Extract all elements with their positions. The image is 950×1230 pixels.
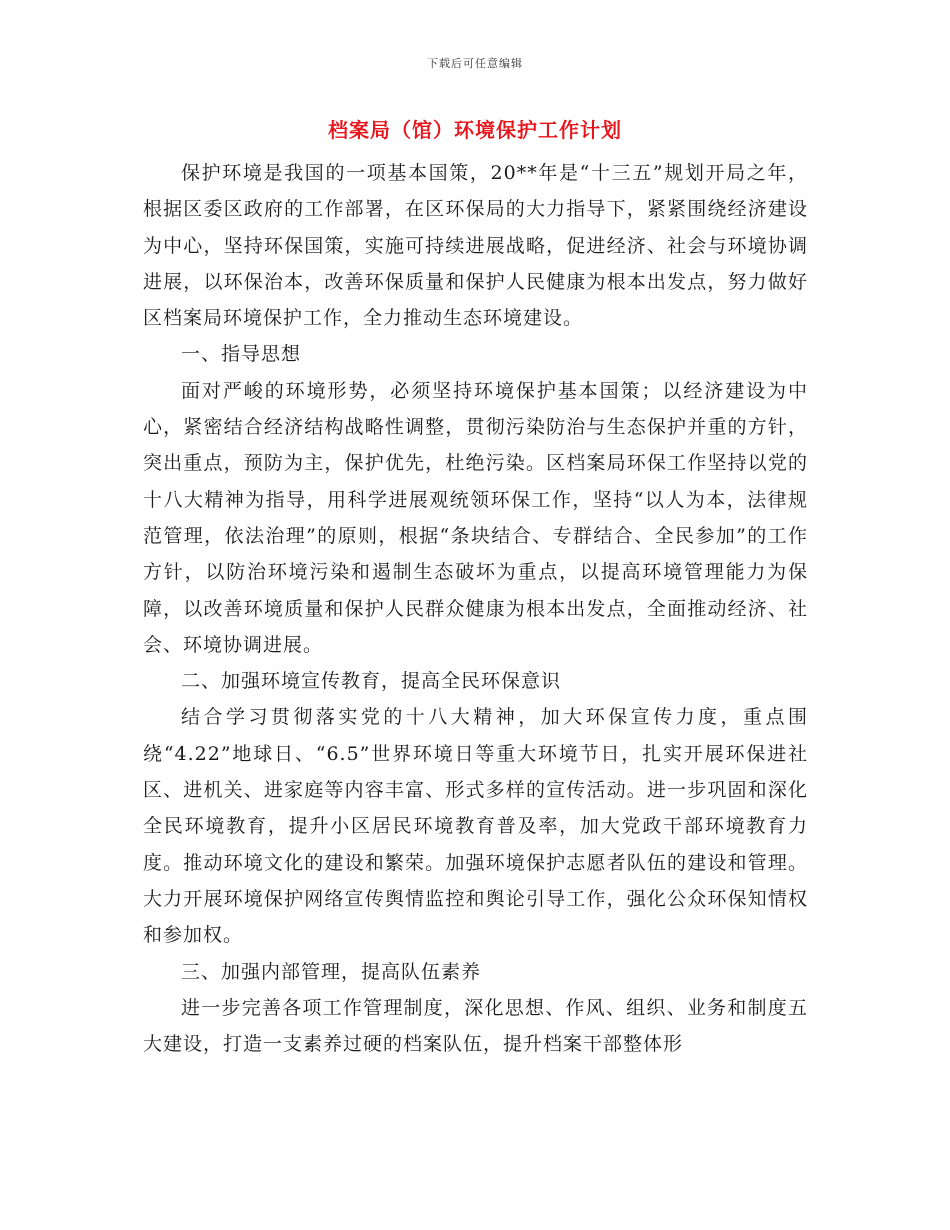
paragraph-guiding-thought: 面对严峻的环境形势，必须坚持环境保护基本国策；以经济建设为中心，紧密结合经济结构战略性调整，贯彻污染防治与生态保护并重的方针，突出重点，预防为主，保护优先，杜绝污染。区档案局环保工作坚持以党的十八大精神为指导，用科学进展观统领环保工作，坚持“以人为本，法律规范管理，依法治理”的原则，根据“条块结合、专群结合、全民参加”的工作方针，以防治环境污染和遏制生态破坏为重点，以提高环境管理能力为保障，以改善环境质量和保护人民群众健康为根本出发点，全面推动经济、社会、环境协调进展。: [143, 379, 808, 656]
paragraph-intro: 保护环境是我国的一项基本国策，20**年是“十三五”规划开局之年，根据区委区政府的工作部署，在区环保局的大力指导下，紧紧围绕经济建设为中心，坚持环保国策，实施可持续进展战略，促进经济、社会与环境协调进展，以环保治本，改善环保质量和保护人民健康为根本出发点，努力做好区档案局环境保护工作，全力推动生态环境建设。: [143, 162, 808, 330]
header-note: 下载后可任意编辑: [427, 57, 523, 70]
section-heading-2: 二、加强环境宣传教育，提高全民环保意识: [181, 670, 562, 693]
section-heading-1: 一、指导思想: [181, 343, 302, 366]
document-body: [143, 155, 808, 1062]
paragraph-internal-management: 进一步完善各项工作管理制度，深化思想、作风、组织、业务和制度五大建设，打造一支素养过硬的档案队伍，提升档案干部整体形: [143, 996, 808, 1056]
document-title: 档案局（馆）环境保护工作计划: [328, 118, 622, 142]
paragraph-publicity-education: 结合学习贯彻落实党的十八大精神，加大环保宣传力度，重点围绕“4.22”地球日、“6.5”世界环境日等重大环境节日，扎实开展环保进社区、进机关、进家庭等内容丰富、形式多样的宣传活动。进一步巩固和深化全民环境教育，提升小区居民环境教育普及率，加大党政干部环境教育力度。推动环境文化的建设和繁荣。加强环境保护志愿者队伍的建设和管理。大力开展环境保护网络宣传舆情监控和舆论引导工作，强化公众环保知情权和参加权。: [143, 706, 808, 947]
section-heading-3: 三、加强内部管理，提高队伍素养: [181, 960, 482, 983]
